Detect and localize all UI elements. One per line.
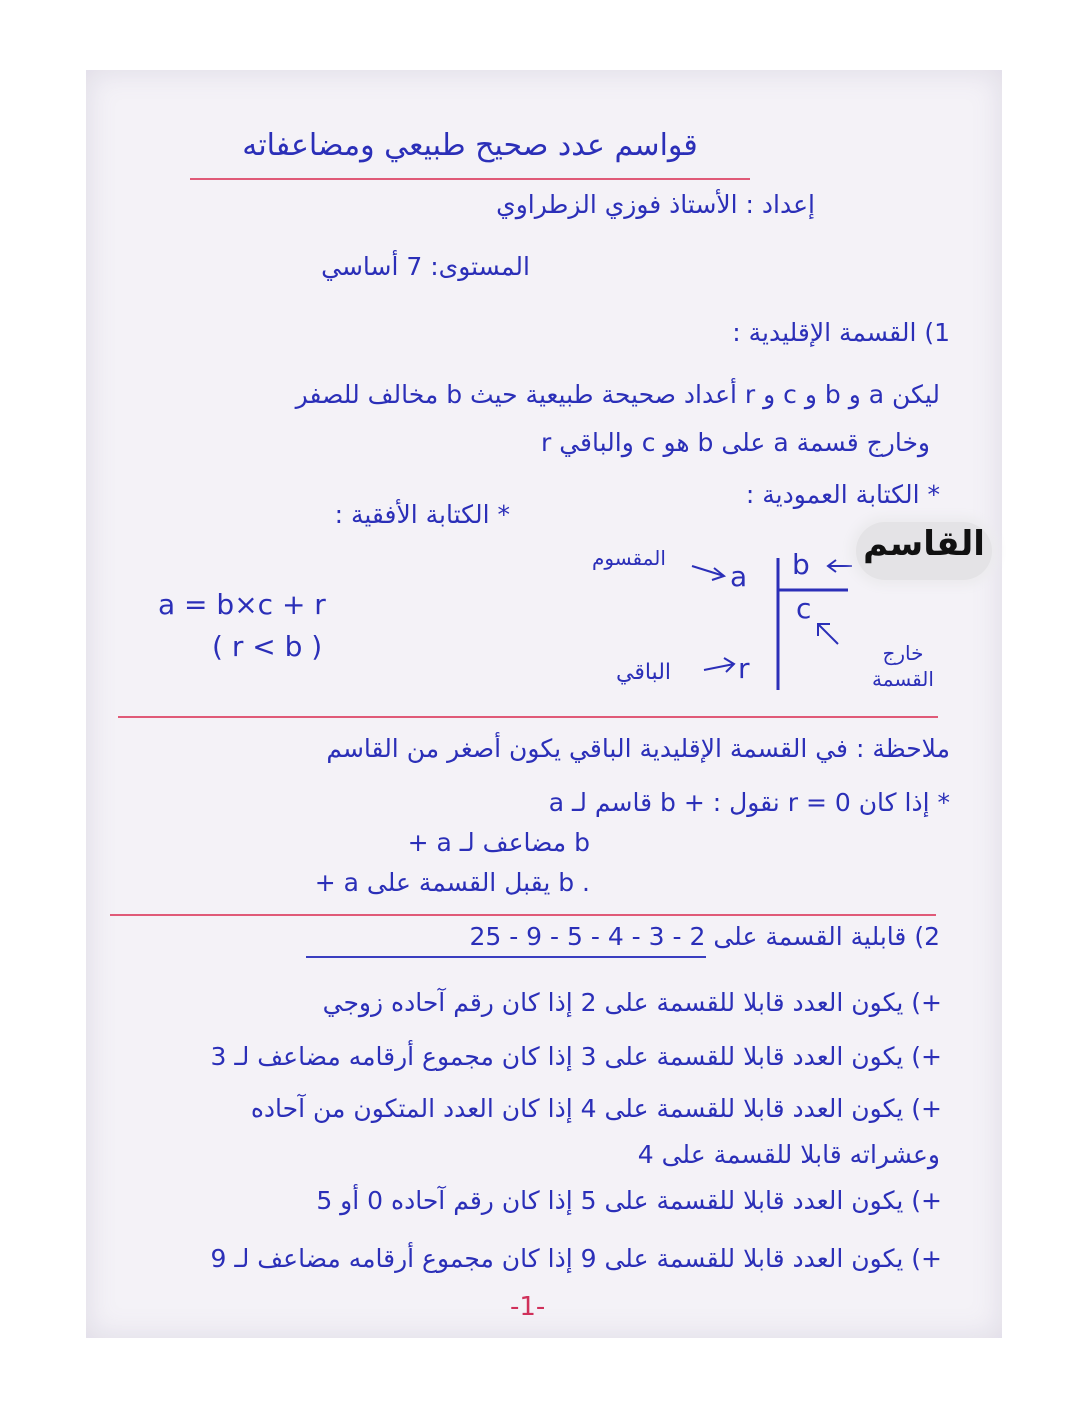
- section2-heading: 2) قابلية القسمة على 2 - 3 - 4 - 5 - 9 - 25: [469, 922, 940, 951]
- page-title: قواسم عدد صحيح طبيعي ومضاعفاته: [242, 128, 698, 163]
- divisor-label: القاسم: [863, 524, 985, 564]
- rule-9: +) يكون العدد قابلا للقسمة على 9 إذا كان مجموع أرقامه مضاعف لـ 9: [210, 1244, 942, 1273]
- diagram-quotient-c: c: [796, 592, 812, 625]
- section2-heading-underline: [306, 956, 706, 958]
- note-line2: * إذا كان r = 0 نقول : + b قاسم لـ a: [548, 788, 950, 817]
- note-line3: + a مضاعف لـ b: [407, 828, 590, 857]
- rule-4: +) يكون العدد قابلا للقسمة على 4 إذا كان العدد المتكون من آحاده: [250, 1094, 942, 1123]
- page-number: -1-: [510, 1292, 546, 1322]
- author-line: إعداد : الأستاذ فوزي الزطراوي: [496, 190, 815, 219]
- section-divider-1: [118, 716, 938, 718]
- horizontal-writing-label: * الكتابة الأفقية :: [334, 500, 510, 529]
- remainder-condition: ( r < b ): [212, 630, 323, 663]
- remainder-label: الباقي: [616, 660, 672, 685]
- rule-3: +) يكون العدد قابلا للقسمة على 3 إذا كان مجموع أرقامه مضاعف لـ 3: [210, 1042, 942, 1071]
- vertical-writing-label: * الكتابة العمودية :: [745, 480, 940, 509]
- division-formula: a = b×c + r: [158, 588, 326, 621]
- title-underline: [190, 178, 750, 180]
- note-line4: + a يقبل القسمة على b .: [314, 868, 590, 897]
- section-divider-2: [110, 914, 936, 916]
- diagram-divisor-b: b: [792, 548, 810, 581]
- diagram-dividend-a: a: [730, 560, 748, 593]
- quotient-label: خارج القسمة: [872, 641, 934, 691]
- section1-line2: وخارج قسمة a على b هو c والباقي r: [540, 428, 930, 457]
- section1-line1: ليكن a و b و c و r أعداد صحيحة طبيعية حيث b مخالف للصفر: [295, 380, 940, 409]
- dividend-label: المقسوم: [592, 546, 666, 570]
- level-line: المستوى: 7 أساسي: [321, 252, 530, 281]
- rule-2: +) يكون العدد قابلا للقسمة على 2 إذا كان رقم آحاده زوجي: [322, 988, 942, 1017]
- diagram-remainder-r: r: [738, 652, 750, 685]
- rule-5: +) يكون العدد قابلا للقسمة على 5 إذا كان رقم آحاده 0 أو 5: [316, 1186, 942, 1215]
- note-line1: ملاحظة : في القسمة الإقليدية الباقي يكون أصغر من القاسم: [326, 734, 950, 763]
- section1-heading: 1) القسمة الإقليدية :: [732, 318, 950, 347]
- rule-4-continued: وعشراته قابلا للقسمة على 4: [637, 1140, 940, 1169]
- arrow-to-c: [818, 624, 838, 644]
